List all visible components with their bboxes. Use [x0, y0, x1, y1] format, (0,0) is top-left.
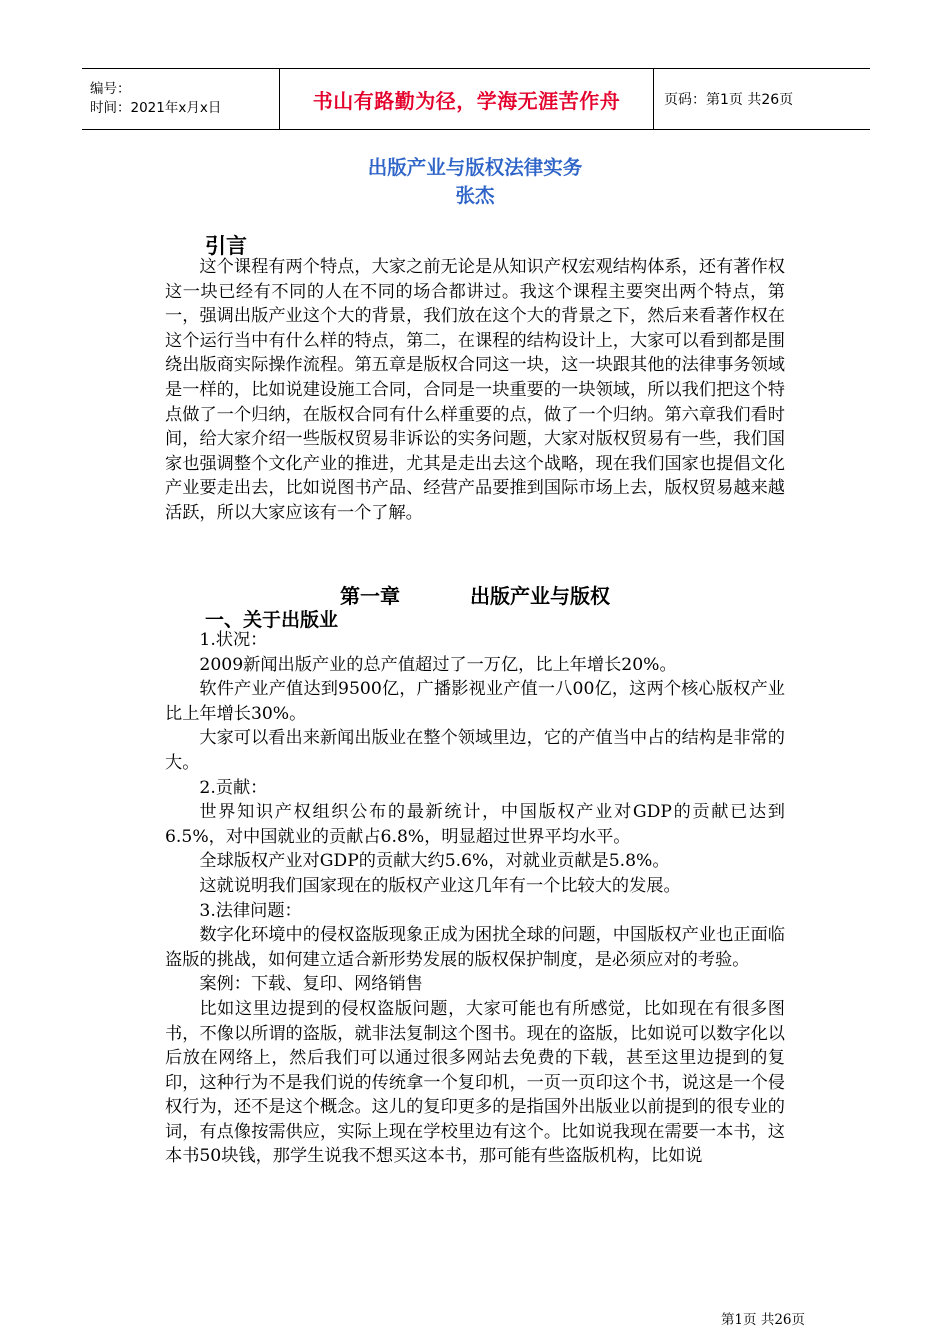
chapter-title: 出版产业与版权: [470, 584, 610, 608]
intro-body: [165, 255, 785, 526]
paragraph-output-value: 2009新闻出版产业的总产值超过了一万亿，比上年增长20%。: [199, 654, 677, 675]
header-motto-cell: [280, 69, 654, 129]
paragraph-development: 这就说明我们国家现在的版权产业这几年有一个比较大的发展。: [199, 875, 681, 896]
page-code: 页码：第1页 共26页: [664, 92, 794, 108]
time-label: 时间：2021年x月x日: [90, 100, 222, 116]
paragraph-software-output: 软件产业产值达到9500亿，广播影视业产值一八00亿，这两个核心版权产业比上年增长30%。: [165, 679, 785, 724]
chapter-body: [165, 628, 785, 1169]
document-author: 张杰: [455, 184, 495, 207]
page-header: [82, 68, 870, 130]
status-label: 1.状况：: [199, 630, 268, 650]
legal-issues-label: 3.法律问题：: [199, 900, 302, 921]
intro-paragraph: 这个课程有两个特点，大家之前无论是从知识产权宏观结构体系，还有著作权这一块已经有不同的人在不同的场合都讲过。我这个课程主要突出两个特点，第一，强调出版产业这个大的背景，我们放在这个大的背景之下，然后来看著作权在这个运行当中有什么样的特点，第二，在课程的结构设计上，大家可以看到都是围绕出版商实际操作流程。第五章是版权合同这一块，这一块跟其他的法律事务领域是一样的，比如说建设施工合同，合同是一块重要的一块领域，所以我们把这个特点做了一个归纳，在版权合同有什么样重要的点，做了一个归纳。第六章我们看时间，给大家介绍一些版权贸易非诉讼的实务问题，大家对版权贸易有一些，我们国家也强调整个文化产业的推进，尤其是走出去这个战略，现在我们国家也提倡文化产业要走出去，比如说图书产品、经营产品要推到国际市场上去，版权贸易越来越活跃，所以大家应该有一个了解。: [165, 257, 785, 523]
paragraph-case-discussion: 比如这里边提到的侵权盗版问题，大家可能也有所感觉，比如现在有很多图书，不像以所谓的盗版，就非法复制这个图书。现在的盗版，比如说可以数字化以后放在网络上，然后我们可以通过很多网站去免费的下载，甚至这里边提到的复印，这种行为不是我们说的传统拿一个复印机，一页一页印这个书，说这是一个侵权行为，还不是这个概念。这儿的复印更多的是指国外出版业以前提到的很专业的词，有点像按需供应，实际上现在学校里边有这个。比如说我现在需要一本书，这本书50块钱，那学生说我不想买这本书，那可能有些盗版机构，比如说: [165, 998, 785, 1167]
intro-heading: 引言: [205, 234, 247, 258]
page-footer: 第1页 共26页: [720, 1312, 805, 1328]
case-label: 案例：下载、复印、网络销售: [199, 974, 423, 995]
paragraph-structure: 大家可以看出来新闻出版业在整个领域里边，它的产值当中占的结构是非常的大。: [165, 728, 785, 773]
serial-label: 编号：: [90, 81, 131, 97]
header-info-cell: [82, 69, 280, 129]
section-heading: 一、关于出版业: [205, 609, 339, 631]
chapter-heading: [0, 580, 950, 609]
header-page-cell: [654, 69, 870, 129]
document-title: 出版产业与版权法律实务: [367, 156, 583, 179]
paragraph-digital-piracy: 数字化环境中的侵权盗版现象正成为困扰全球的问题，中国版权产业也正面临盗版的挑战，如何建立适合新形势发展的版权保护制度，是必须应对的考验。: [165, 925, 785, 970]
chapter-label: 第一章: [340, 584, 400, 608]
contribution-label: 2.贡献：: [199, 777, 268, 798]
header-motto: 书山有路勤为径，学海无涯苦作舟: [312, 88, 621, 113]
paragraph-global-stats: 全球版权产业对GDP的贡献大约5.6%，对就业贡献是5.8%。: [199, 851, 670, 872]
paragraph-wipo-stats: 世界知识产权组织公布的最新统计，中国版权产业对GDP的贡献已达到6.5%，对中国就业的贡献占6.8%，明显超过世界平均水平。: [165, 802, 785, 847]
